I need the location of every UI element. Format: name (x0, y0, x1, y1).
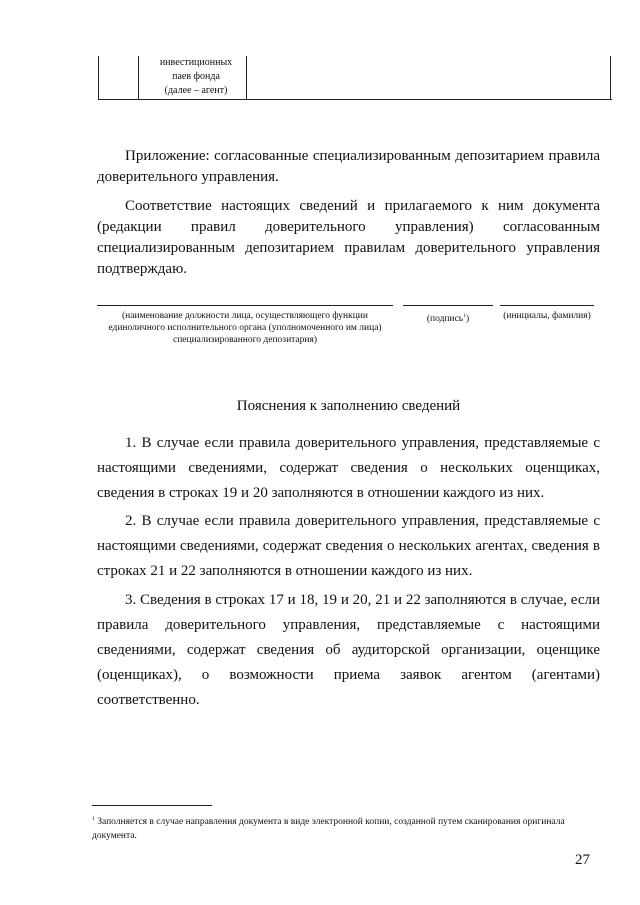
table-cell-line: паев фонда (172, 71, 220, 82)
explanation-item: 2. В случае если правила доверительного управления, представляемые с настоящими сведениями, содержат сведения о нескольких агентах, сведения в строках 21 и 22 заполняются в отношении каждого из них. (97, 513, 600, 579)
table-fragment (98, 56, 612, 100)
position-line (97, 305, 393, 306)
table-border (246, 56, 247, 100)
footnote-separator (92, 805, 212, 806)
signature-caption-text: (подпись (426, 314, 464, 325)
footnote-mark: 1 (463, 313, 466, 319)
footnote-mark: 1 (92, 816, 95, 822)
signature-line (403, 305, 493, 306)
table-bottom-border (98, 99, 612, 100)
explanations-heading: Пояснения к заполнению сведений (236, 398, 461, 414)
page-number: 27 (575, 852, 590, 868)
confirmation-paragraph: Соответствие настоящих сведений и прилагаемого к ним документа (редакции правил доверительного управления) согласованным специализированным депозитарием правилам доверительного управления подтверждаю. (97, 198, 600, 277)
footnote-text: Заполняется в случае направления документа в виде электронной копии, созданной путем сканирования оригинала документа. (92, 817, 565, 842)
table-cell-line: инвестиционных (159, 57, 233, 68)
signature-caption (403, 310, 493, 325)
table-cell (146, 56, 246, 98)
signature-caption-text-end: ) (465, 314, 470, 325)
table-border-left (98, 56, 99, 100)
explanation-item: 3. Сведения в строках 17 и 18, 19 и 20, 21 и 22 заполняются в случае, если правила доверительного управления, представляемые с настоящими сведениями, содержат сведения об аудиторской организации, оценщике (оценщиках), о возможности приема заявок агентом (агентами) соответственно. (97, 592, 600, 708)
name-caption: (инициалы, фамилия) (503, 311, 591, 321)
explanation-item: 1. В случае если правила доверительного управления, представляемые с настоящими сведениями, содержат сведения о нескольких оценщиках, сведения в строках 19 и 20 заполняются в отношении каждого из них. (97, 435, 600, 501)
table-border (138, 56, 139, 100)
appendix-paragraph: Приложение: согласованные специализированным депозитарием правила доверительного управления. (97, 148, 600, 185)
table-cell-line: (далее – агент) (164, 85, 228, 96)
table-border-right (610, 56, 611, 100)
position-caption: (наименование должности лица, осуществляющего функции единоличного исполнительного органа (уполномоченного им лица) специализированного депозитария) (108, 311, 382, 345)
signature-block (97, 305, 600, 355)
footnote (92, 812, 592, 843)
name-line (500, 305, 594, 306)
